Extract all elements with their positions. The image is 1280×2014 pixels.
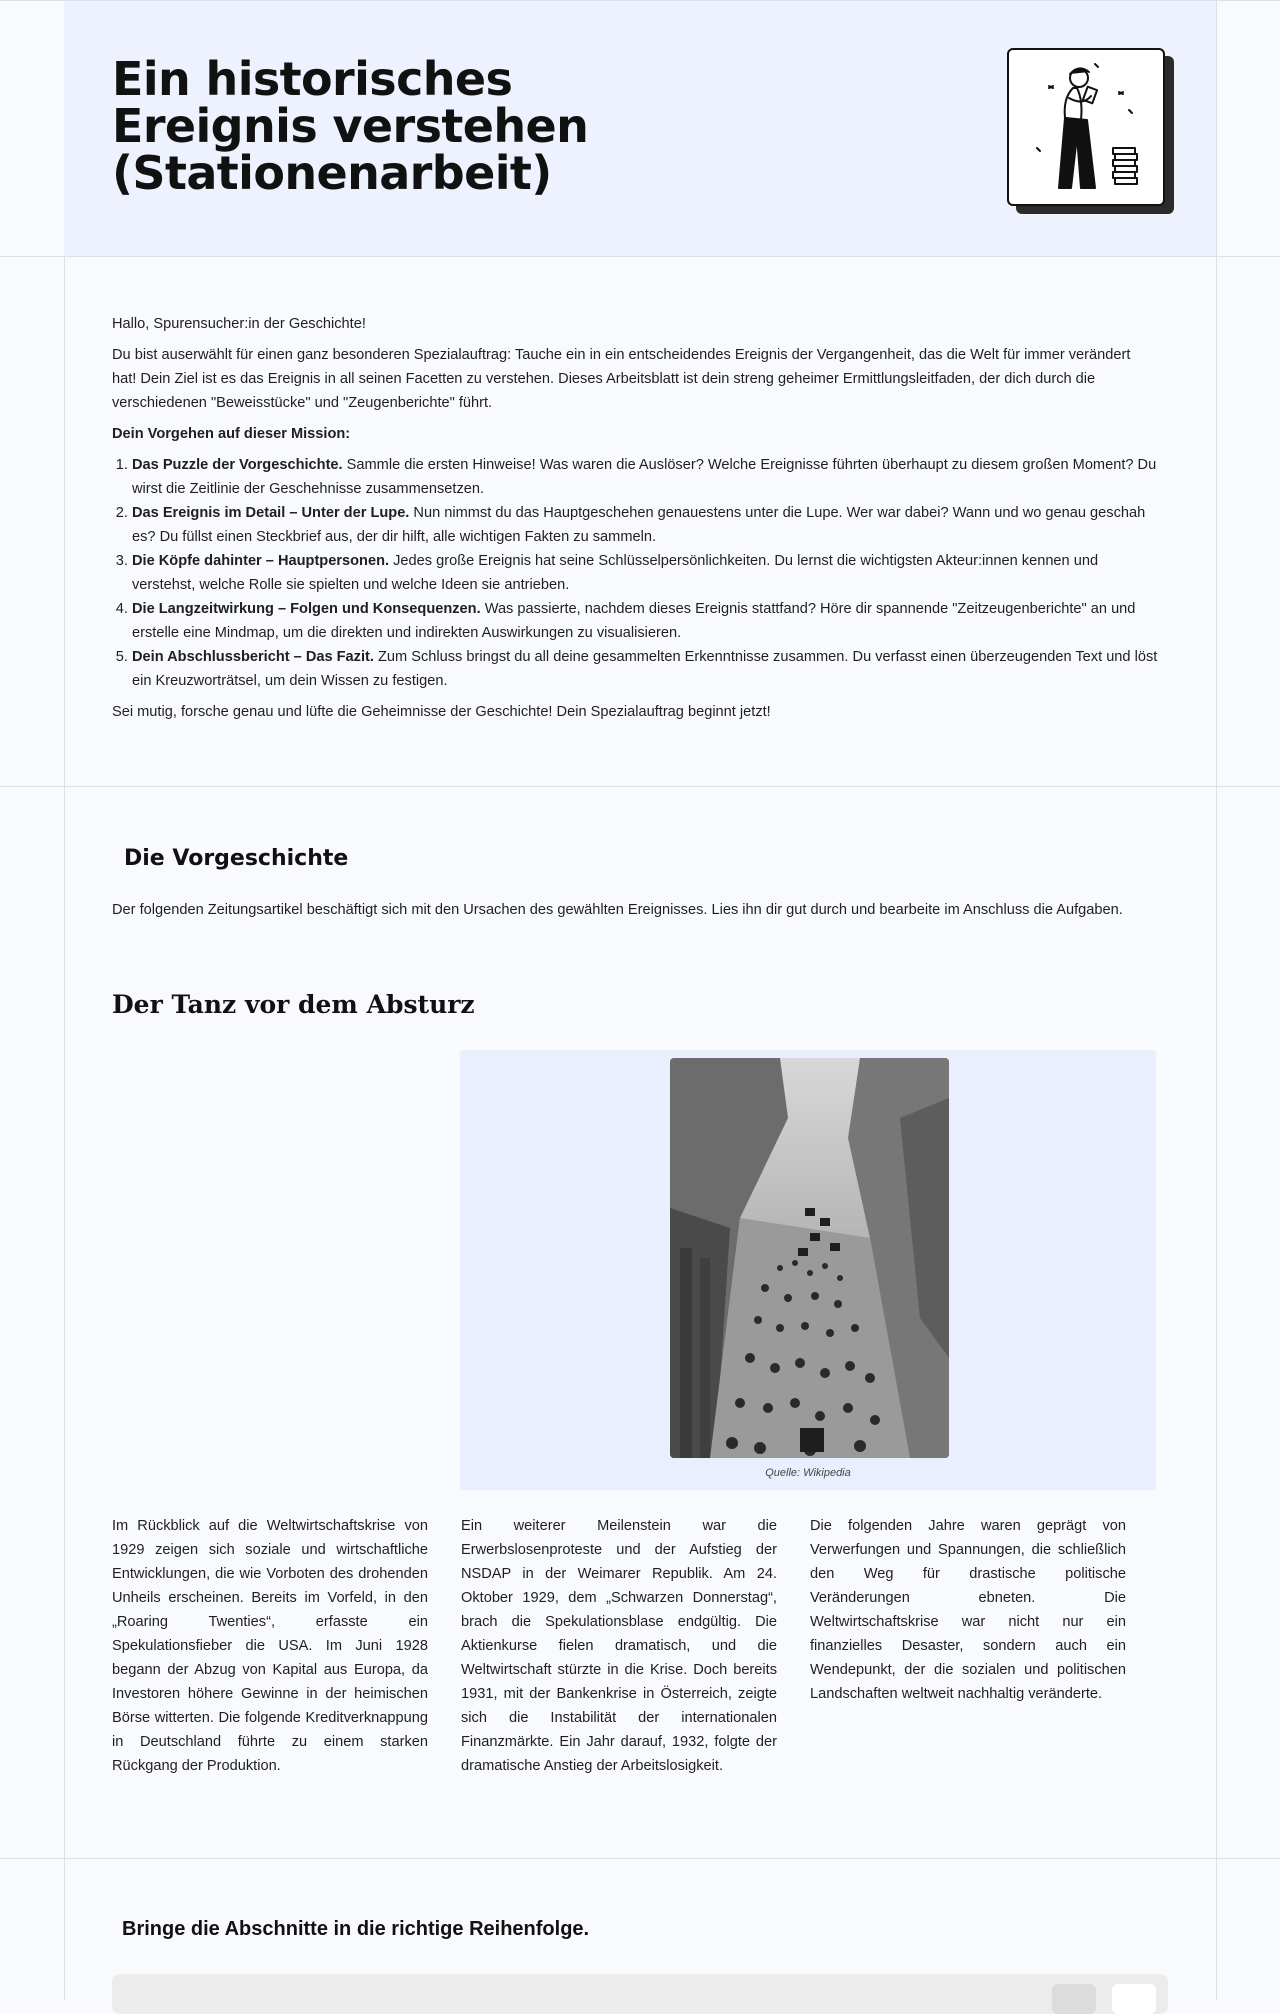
divider-intro bbox=[0, 786, 1280, 787]
article-column-2: Ein weiterer Meilenstein war die Erwerbslosenproteste und der Aufstieg der NSDAP in der Weimarer Republik. Am 24. Oktober 1929, dem „Schwarzen Donnerstag“, brach die Spekulationsblase endgültig. Die Aktienkurse fielen dramatisch, und die Weltwirtschaft stürzte in die Krise. Doch bereits 1931, mit der Bankenkrise in Österreich, zeigte sich die Instabilität der internationalen Finanzmärkte. Ein Jahr darauf, 1932, folgte der dramatische Anstieg der Arbeitslosigkeit. bbox=[461, 1518, 777, 1774]
page-title: Ein historisches Ereignis verstehen (Stationenarbeit) bbox=[112, 52, 589, 200]
steps-heading: Dein Vorgehen auf dieser Mission: bbox=[112, 426, 351, 442]
step-item: 2. Das Ereignis im Detail – Unter der Lupe. Nun nimmst du das Hauptgeschehen genauestens unter die Lupe. Wer war dabei? Wann und wo genau geschah es? Du füllst einen Steckbrief aus, der dir hilft, alle wichtigen Fakten zu sammeln. bbox=[132, 501, 1158, 549]
page-guide-left bbox=[64, 0, 65, 2000]
divider-top bbox=[0, 0, 1280, 1]
illustration-card bbox=[1007, 48, 1165, 206]
photo-caption: Quelle: Wikipedia bbox=[765, 1467, 851, 1479]
section-heading: Die Vorgeschichte bbox=[124, 846, 349, 871]
intro-section bbox=[112, 312, 1158, 731]
intro-paragraph: Du bist auserwählt für einen ganz besonderen Spezialauftrag: Tauche ein in ein entscheidendes Ereignis der Vergangenheit, das die Welt für immer verändert hat! Dein Ziel ist es das Ereignis in all seinen Facetten zu verstehen. Dieses Arbeitsblatt ist dein streng geheimer Ermittlungsleitfaden, der dich durch die verschiedenen "Beweisstücke" und "Zeugenberichte" führt. bbox=[112, 347, 1131, 411]
divider-header bbox=[0, 256, 1280, 257]
divider-article bbox=[0, 1858, 1280, 1859]
task-control-button[interactable] bbox=[1052, 1984, 1096, 2014]
section-description: Der folgenden Zeitungsartikel beschäftigt sich mit den Ursachen des gewählten Ereignisses. Lies ihn dir gut durch und bearbeite im Anschluss die Aufgaben. bbox=[112, 902, 1123, 918]
ordering-task-box[interactable] bbox=[112, 1974, 1168, 2014]
step-item: 3. Die Köpfe dahinter – Hauptpersonen. Jedes große Ereignis hat seine Schlüsselpersönlichkeiten. Du lernst die wichtigsten Akteur:innen kennen und verstehst, welche Rolle sie spielten und welche Ideen sie antrieben. bbox=[132, 549, 1158, 597]
task-control-button[interactable] bbox=[1112, 1984, 1156, 2014]
article-column-3: Die folgenden Jahre waren geprägt von Verwerfungen und Spannungen, die schließlich den Weg für drastische politische Veränderungen ebneten. Die Weltwirtschaftskrise war nicht nur ein finanzielles Desaster, sondern auch ein Wendepunkt, der die sozialen und politischen Landschaften weltweit nachhaltig veränderte. bbox=[810, 1518, 1126, 1702]
steps-list bbox=[112, 453, 1158, 693]
intro-closing: Sei mutig, forsche genau und lüfte die Geheimnisse der Geschichte! Dein Spezialauftrag beginnt jetzt! bbox=[112, 704, 771, 720]
page-guide-right bbox=[1216, 0, 1217, 2000]
article-photo bbox=[670, 1058, 949, 1458]
student-illustration-icon bbox=[1009, 50, 1163, 204]
article-column-1: Im Rückblick auf die Weltwirtschaftskrise von 1929 zeigen sich soziale und wirtschaftliche Entwicklungen, die wie Vorboten des drohenden Unheils erscheinen. Bereits im Vorfeld, in den „Roaring Twenties“, erfasste ein Spekulationsfieber die USA. Im Juni 1928 begann der Abzug von Kapital aus Europa, da Investoren höhere Gewinne in der heimischen Börse witterten. Die folgende Kreditverknappung in Deutschland führte zu einem starken Rückgang der Produktion. bbox=[112, 1518, 428, 1774]
article-title: Der Tanz vor dem Absturz bbox=[112, 990, 475, 1019]
task-heading: Bringe die Abschnitte in die richtige Reihenfolge. bbox=[122, 1918, 590, 1940]
step-item: 1. Das Puzzle der Vorgeschichte. Sammle die ersten Hinweise! Was waren die Auslöser? Welche Ereignisse führten überhaupt zu diesem großen Moment? Du wirst die Zeitlinie der Geschehnisse zusammensetzen. bbox=[132, 453, 1158, 501]
intro-greeting: Hallo, Spurensucher:in der Geschichte! bbox=[112, 316, 366, 332]
step-item: 5. Dein Abschlussbericht – Das Fazit. Zum Schluss bringst du all deine gesammelten Erkenntnisse zusammen. Du verfasst einen überzeugenden Text und löst ein Kreuzworträtsel, um dein Wissen zu festigen. bbox=[132, 645, 1158, 693]
step-item: 4. Die Langzeitwirkung – Folgen und Konsequenzen. Was passierte, nachdem dieses Ereignis stattfand? Höre dir spannende "Zeitzeugenberichte" an und erstelle eine Mindmap, um die direkten und indirekten Auswirkungen zu visualisieren. bbox=[132, 597, 1158, 645]
